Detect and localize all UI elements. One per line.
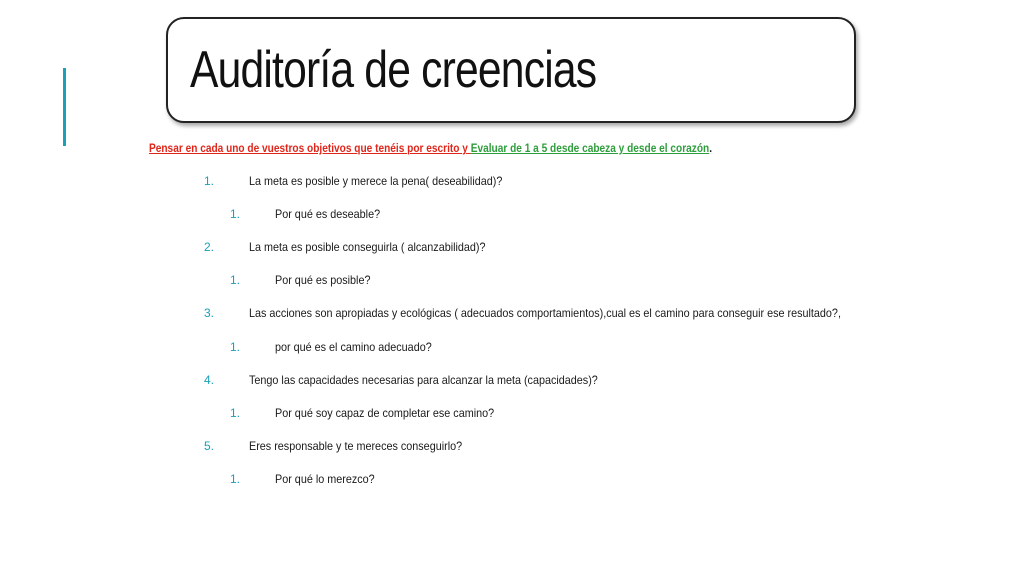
list-item: Eres responsable y te mereces conseguirlo? <box>249 439 463 453</box>
list-item: Las acciones son apropiadas y ecológicas ( adecuados comportamientos),cual es el camino para conseguir ese resultado?, <box>249 306 841 320</box>
sub-list-number: 1. <box>230 340 241 354</box>
sub-list-number: 1. <box>230 472 241 486</box>
intro-part-green: Evaluar de 1 a 5 desde cabeza y desde el corazón <box>470 143 710 155</box>
intro-text <box>149 143 712 155</box>
accent-bar <box>63 68 66 146</box>
slide-title: Auditoría de creencias <box>190 41 597 99</box>
sub-list-item: Por qué es posible? <box>275 273 371 287</box>
sub-list-item: Por qué soy capaz de completar ese camino? <box>275 406 495 420</box>
sub-list-item: por qué es el camino adecuado? <box>275 340 432 354</box>
list-number: 2. <box>204 240 215 254</box>
sub-list-number: 1. <box>230 273 241 287</box>
sub-list-item: Por qué es deseable? <box>275 207 381 221</box>
title-box <box>166 17 856 123</box>
list-item: Tengo las capacidades necesarias para alcanzar la meta (capacidades)? <box>249 373 598 387</box>
sub-list-item: Por qué lo merezco? <box>275 472 375 486</box>
list-number: 5. <box>204 439 215 453</box>
list-number: 1. <box>204 174 215 188</box>
list-item: La meta es posible y merece la pena( deseabilidad)? <box>249 174 503 188</box>
list-item: La meta es posible conseguirla ( alcanzabilidad)? <box>249 240 486 254</box>
sub-list-number: 1. <box>230 406 241 420</box>
intro-part-red: Pensar en cada uno de vuestros objetivos que tenéis por escrito y <box>149 143 471 155</box>
list-number: 3. <box>204 306 215 320</box>
intro-part-end: . <box>709 143 713 155</box>
sub-list-number: 1. <box>230 207 241 221</box>
list-number: 4. <box>204 373 215 387</box>
